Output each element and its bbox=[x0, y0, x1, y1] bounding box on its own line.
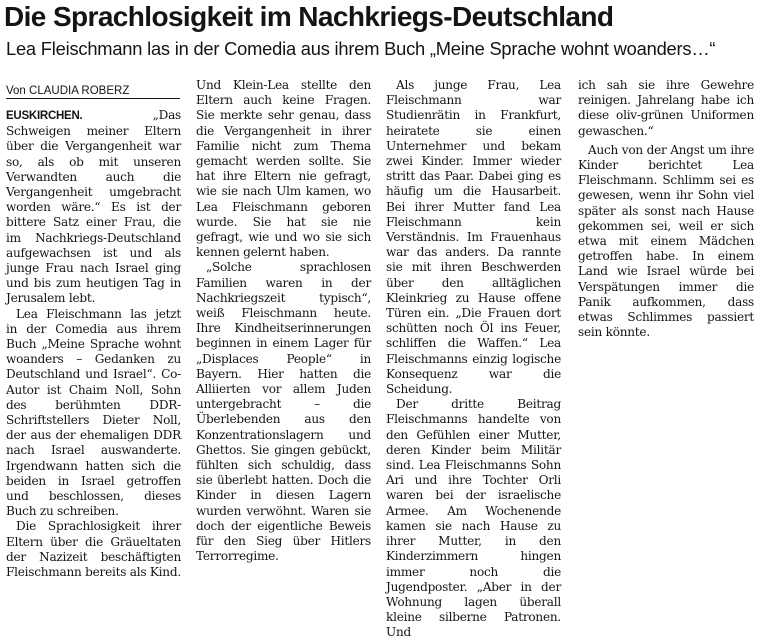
paragraph: ich sah sie ihre Gewehre reinigen. Jahrelang habe ich diese oliv-grünen Uniformen gewaschen.“ bbox=[578, 78, 754, 138]
article-column-4 bbox=[578, 78, 754, 340]
paragraph: Und Klein-Lea stellte den Eltern auch keine Fragen. Sie merkte sehr genau, dass die Vergangenheit in ihrer Familie nicht zum Thema gemacht werden sollte. Sie hat ihre Eltern nie gefragt, wie sie nach Ulm kamen, wo Lea Fleischmann geboren wurde. Sie hat sie nie gefragt, wie und wo sie sich kennen gelernt haben. bbox=[196, 78, 371, 260]
paragraph bbox=[6, 108, 181, 307]
paragraph: „Solche sprachlosen Familien waren in der Nachkriegszeit typisch“, weiß Fleischmann heute. Ihre Kindheitserinnerungen beginnen in einem Lager für „Displaces People“ in Bayern. Hier hatten die Alliierten vor allem Juden untergebracht – die Überlebenden aus den Konzentrationslagern und Ghettos. Sie gingen gebückt, fühlten sich schuldig, dass sie überlebt hatten. Doch die Kinder in diesen Lagern wurden verwöhnt. Waren sie doch der eigentliche Beweis für den Sieg über Hitlers Terrorregime. bbox=[196, 260, 371, 564]
dateline: EUSKIRCHEN. bbox=[6, 110, 83, 122]
article-column-2 bbox=[196, 78, 371, 565]
article-column-1 bbox=[6, 108, 181, 580]
paragraph: Auch von der Angst um ihre Kinder berichtet Lea Fleischmann. Schlimm sei es gewesen, wenn ihr Sohn viel später als sonst nach Hause gekommen sei, weil er sich etwa mit einem Mädchen getroffen habe. In einem Land wie Israel würde bei Verspätungen immer die Panik aufkommen, dass etwas Schlimmes passiert sein könnte. bbox=[578, 142, 754, 340]
paragraph: Der dritte Beitrag Fleischmanns handelte von den Gefühlen einer Mutter, deren Kinder beim Militär sind. Lea Fleischmanns Sohn Ari und ihre Tochter Orli waren bei der israelische Armee. Am Wochenende kamen sie nach Hause zu ihrer Mutter, in den Kinderzimmern hingen immer noch die Jugendposter. „Aber in der Wohnung lagen überall kleine silberne Patronen. Und bbox=[386, 397, 561, 640]
article-column-3 bbox=[386, 78, 561, 641]
paragraph: Lea Fleischmann las jetzt in der Comedia aus ihrem Buch „Meine Sprache wohnt woanders – Gedanken zu Deutschland und Israel“. Co-Autor ist Chaim Noll, Sohn des berühmten DDR-Schriftstellers Dieter Noll, der aus der ehemaligen DDR nach Israel auswanderte. Irgendwann hatten sich die beiden in Israel getroffen und beschlossen, dieses Buch zu schreiben. bbox=[6, 306, 181, 519]
article-subheadline: Lea Fleischmann las in der Comedia aus ihrem Buch „Meine Sprache wohnt woanders…“ bbox=[6, 38, 716, 59]
byline-rule bbox=[6, 98, 180, 99]
article-headline: Die Sprachlosigkeit im Nachkriegs-Deutschland bbox=[4, 1, 614, 32]
article-byline: Von CLAUDIA ROBERZ bbox=[6, 85, 130, 97]
paragraph: Als junge Frau, Lea Fleischmann war Studienrätin in Frankfurt, heiratete sie einen Unternehmer und bekam zwei Kinder. Immer wieder stritt das Paar. Dabei ging es häufig um die Hausarbeit. Bei ihrer Mutter fand Lea Fleischmann kein Verständnis. Im Frauenhaus war das anders. Da rannte sie mit ihren Beschwerden über den alltäglichen Kleinkrieg zu Hause offene Türen ein. „Die Frauen dort schütten noch Öl ins Feuer, schliffen die Waffen.“ Lea Fleischmanns einzig logische Konsequenz war die Scheidung. bbox=[386, 78, 561, 397]
paragraph-text: „Das Schweigen meiner Eltern über die Vergangenheit war so, als ob mit unseren Verwandten auch die Vergangenheit umgebracht worden wäre.“ Es ist der bittere Satz einer Frau, die im Nachkriegs-Deutschland aufgewachsen ist und als junge Frau nach Israel ging und bis zum heutigen Tag in Jerusalem lebt. bbox=[6, 108, 181, 306]
paragraph: Die Sprachlosigkeit ihrer Eltern über die Gräueltaten der Nazizeit beschäftigten Fleischmann bereits als Kind. bbox=[6, 519, 181, 580]
